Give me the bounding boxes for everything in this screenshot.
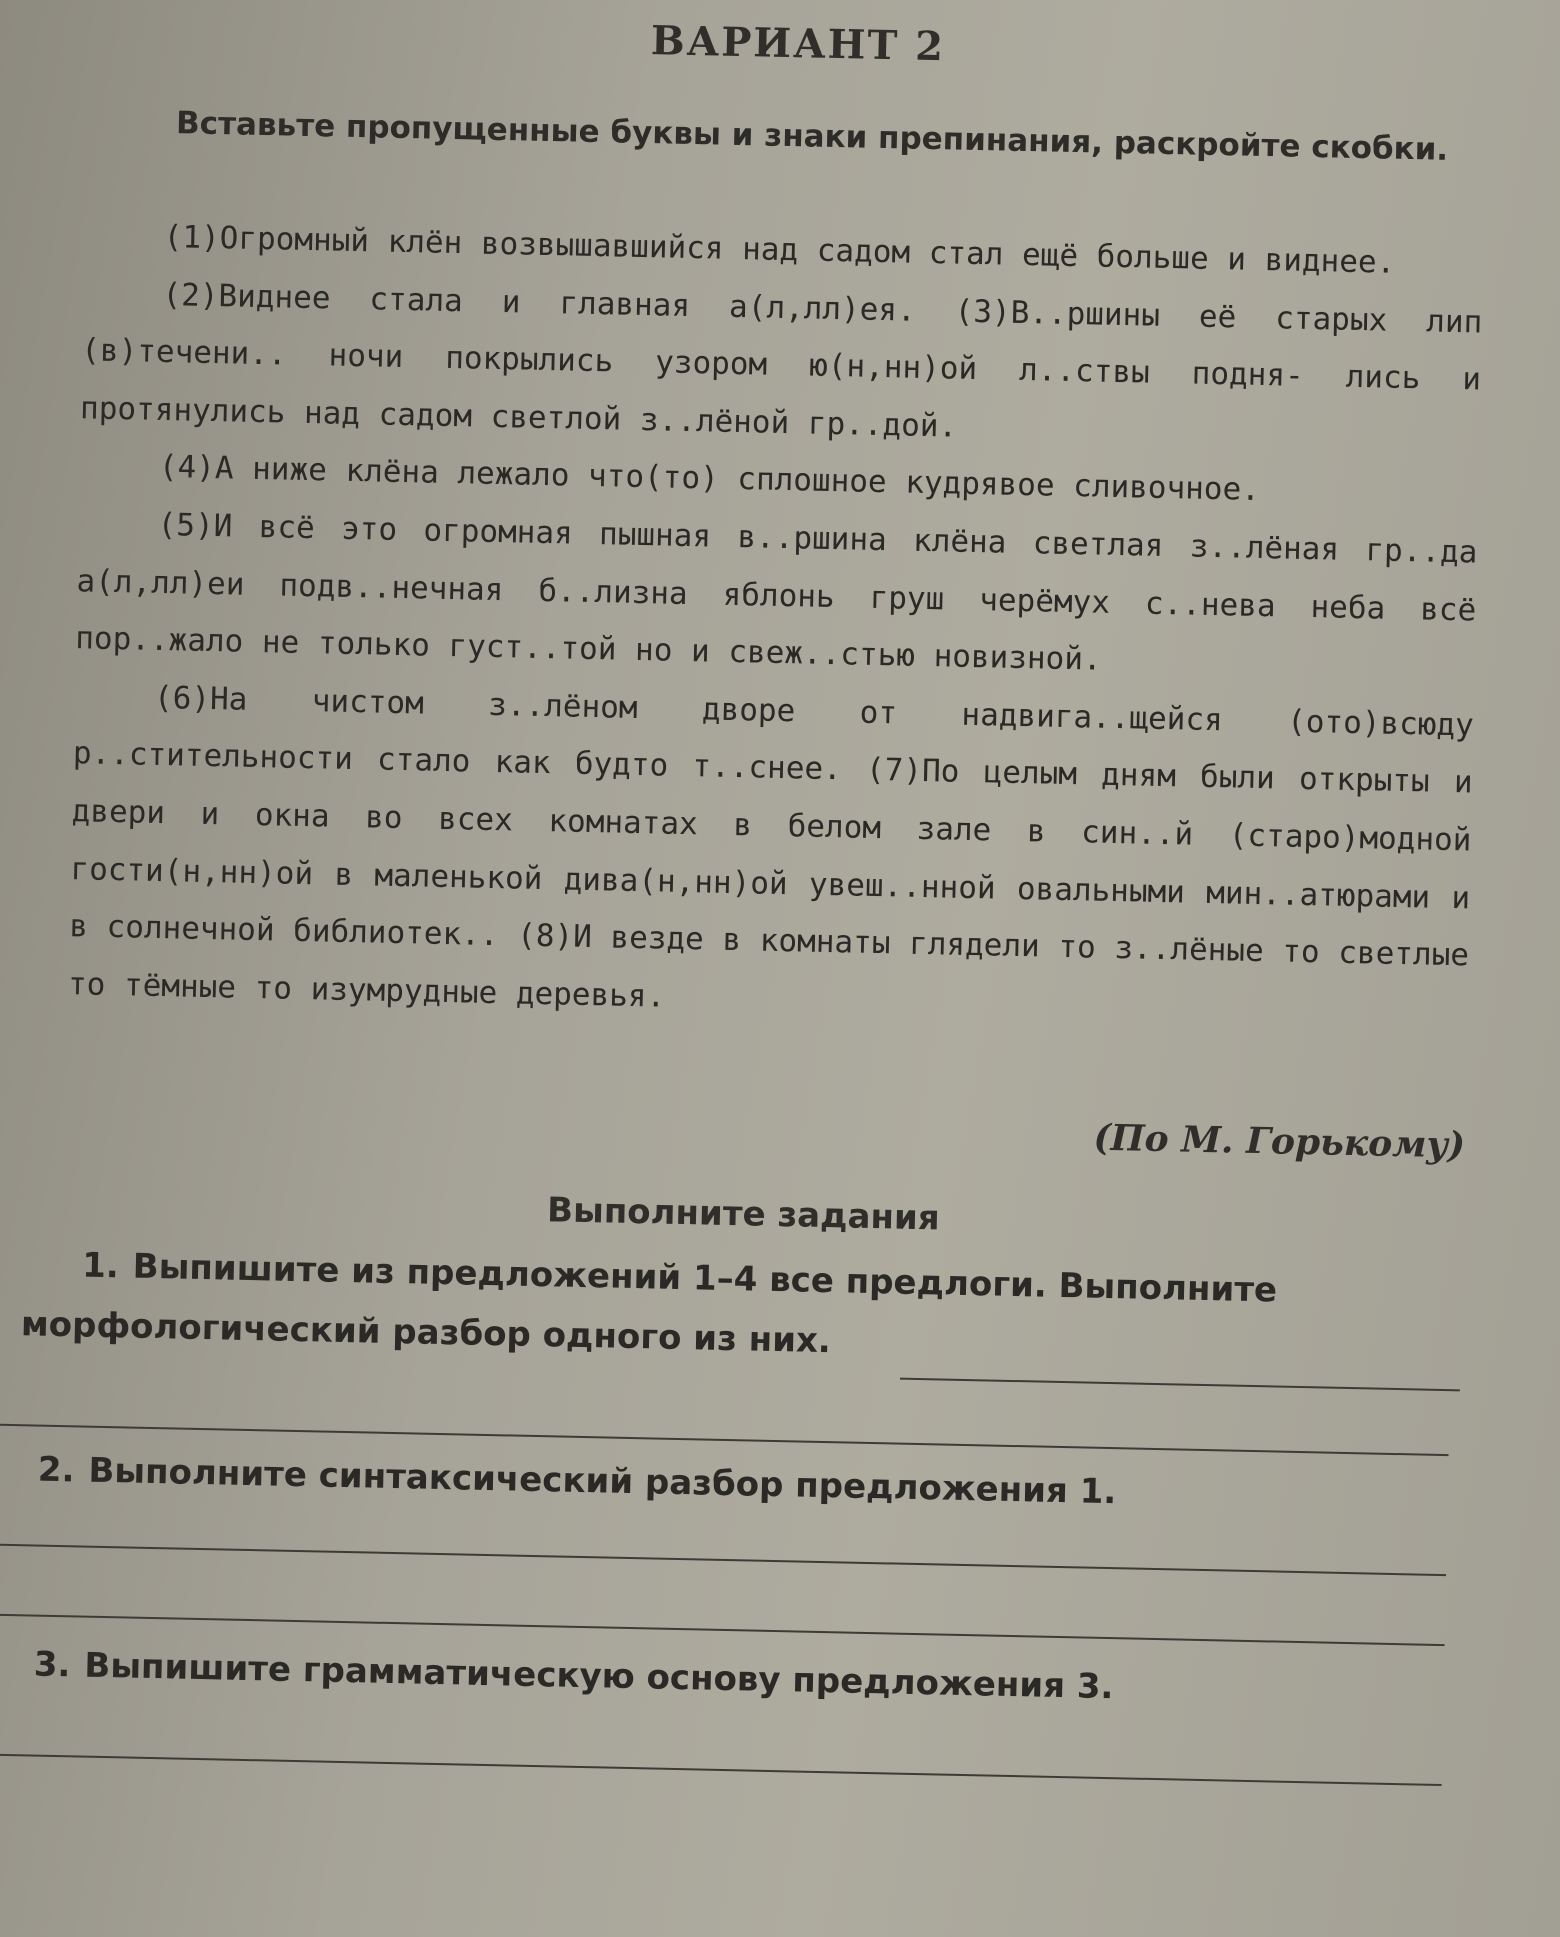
- task-2: [17, 1439, 1438, 1529]
- task-1: [20, 1234, 1442, 1384]
- variant-title: ВАРИАНТ 2: [650, 17, 946, 71]
- task-text: Выполните синтаксический разбор предложения 1.: [88, 1450, 1117, 1513]
- instruction-text: Вставьте пропущенные буквы и знаки препинания, раскройте скобки.: [175, 105, 1449, 168]
- task-number: 2.: [37, 1449, 75, 1491]
- task-number: 1.: [81, 1245, 120, 1287]
- paragraph-5: (6)На чистом з..лёном дворе от надвига..щейся (ото)всюду р..стительности стало как будто т..снее. (7)По целым дням были открыты и двери и окна во всех комнатах в белом зале в син..й (старо)модной гости(н,нн)ой в маленькой дива(н,нн)ой увеш..нной овальными мин..атюрами и в солнечной библиотек.. (8)И везде в комнаты глядели то з..лёные то светлые то тёмные то изумрудные деревья.: [67, 679, 1475, 1015]
- source-attribution: (По М. Горькому): [1093, 1116, 1466, 1167]
- task-3: [13, 1634, 1434, 1724]
- answer-line[interactable]: [0, 1754, 1442, 1786]
- paragraph-2: (2)Виднее стала и главная а(л,лл)ея. (3)В..ршины её старых лип (в)течени.. ночи покрылись узором ю(н,нн)ой л..ствы подня- лись и протянулись над садом светлой з..лёной гр..дой.: [79, 276, 1483, 445]
- paragraph-3: (4)А ниже клёна лежало что(то) сплошное кудрявое сливочное.: [158, 449, 1261, 509]
- paragraph-1: (1)Огромный клён возвышавшийся над садом стал ещё больше и виднее.: [163, 218, 1396, 281]
- answer-line[interactable]: [0, 1544, 1446, 1576]
- paragraph-4: (5)И всё это огромная пышная в..ршина клёна светлая з..лёная гр..да а(л,лл)еи подв..нечная б..лизна яблонь груш черёмух с..нева неба всё пор..жало не только густ..той но и свеж..стью новизной.: [74, 506, 1478, 678]
- task-number: 3.: [33, 1644, 71, 1686]
- task-text: Выпишите из предложений 1–4 все предлоги. Выполните морфологический разбор одного из них.: [20, 1246, 1278, 1362]
- exercise-text: [67, 207, 1484, 1042]
- task-text: Выпишите грамматическую основу предложения 3.: [83, 1645, 1114, 1708]
- tasks-heading: Выполните задания: [546, 1190, 941, 1239]
